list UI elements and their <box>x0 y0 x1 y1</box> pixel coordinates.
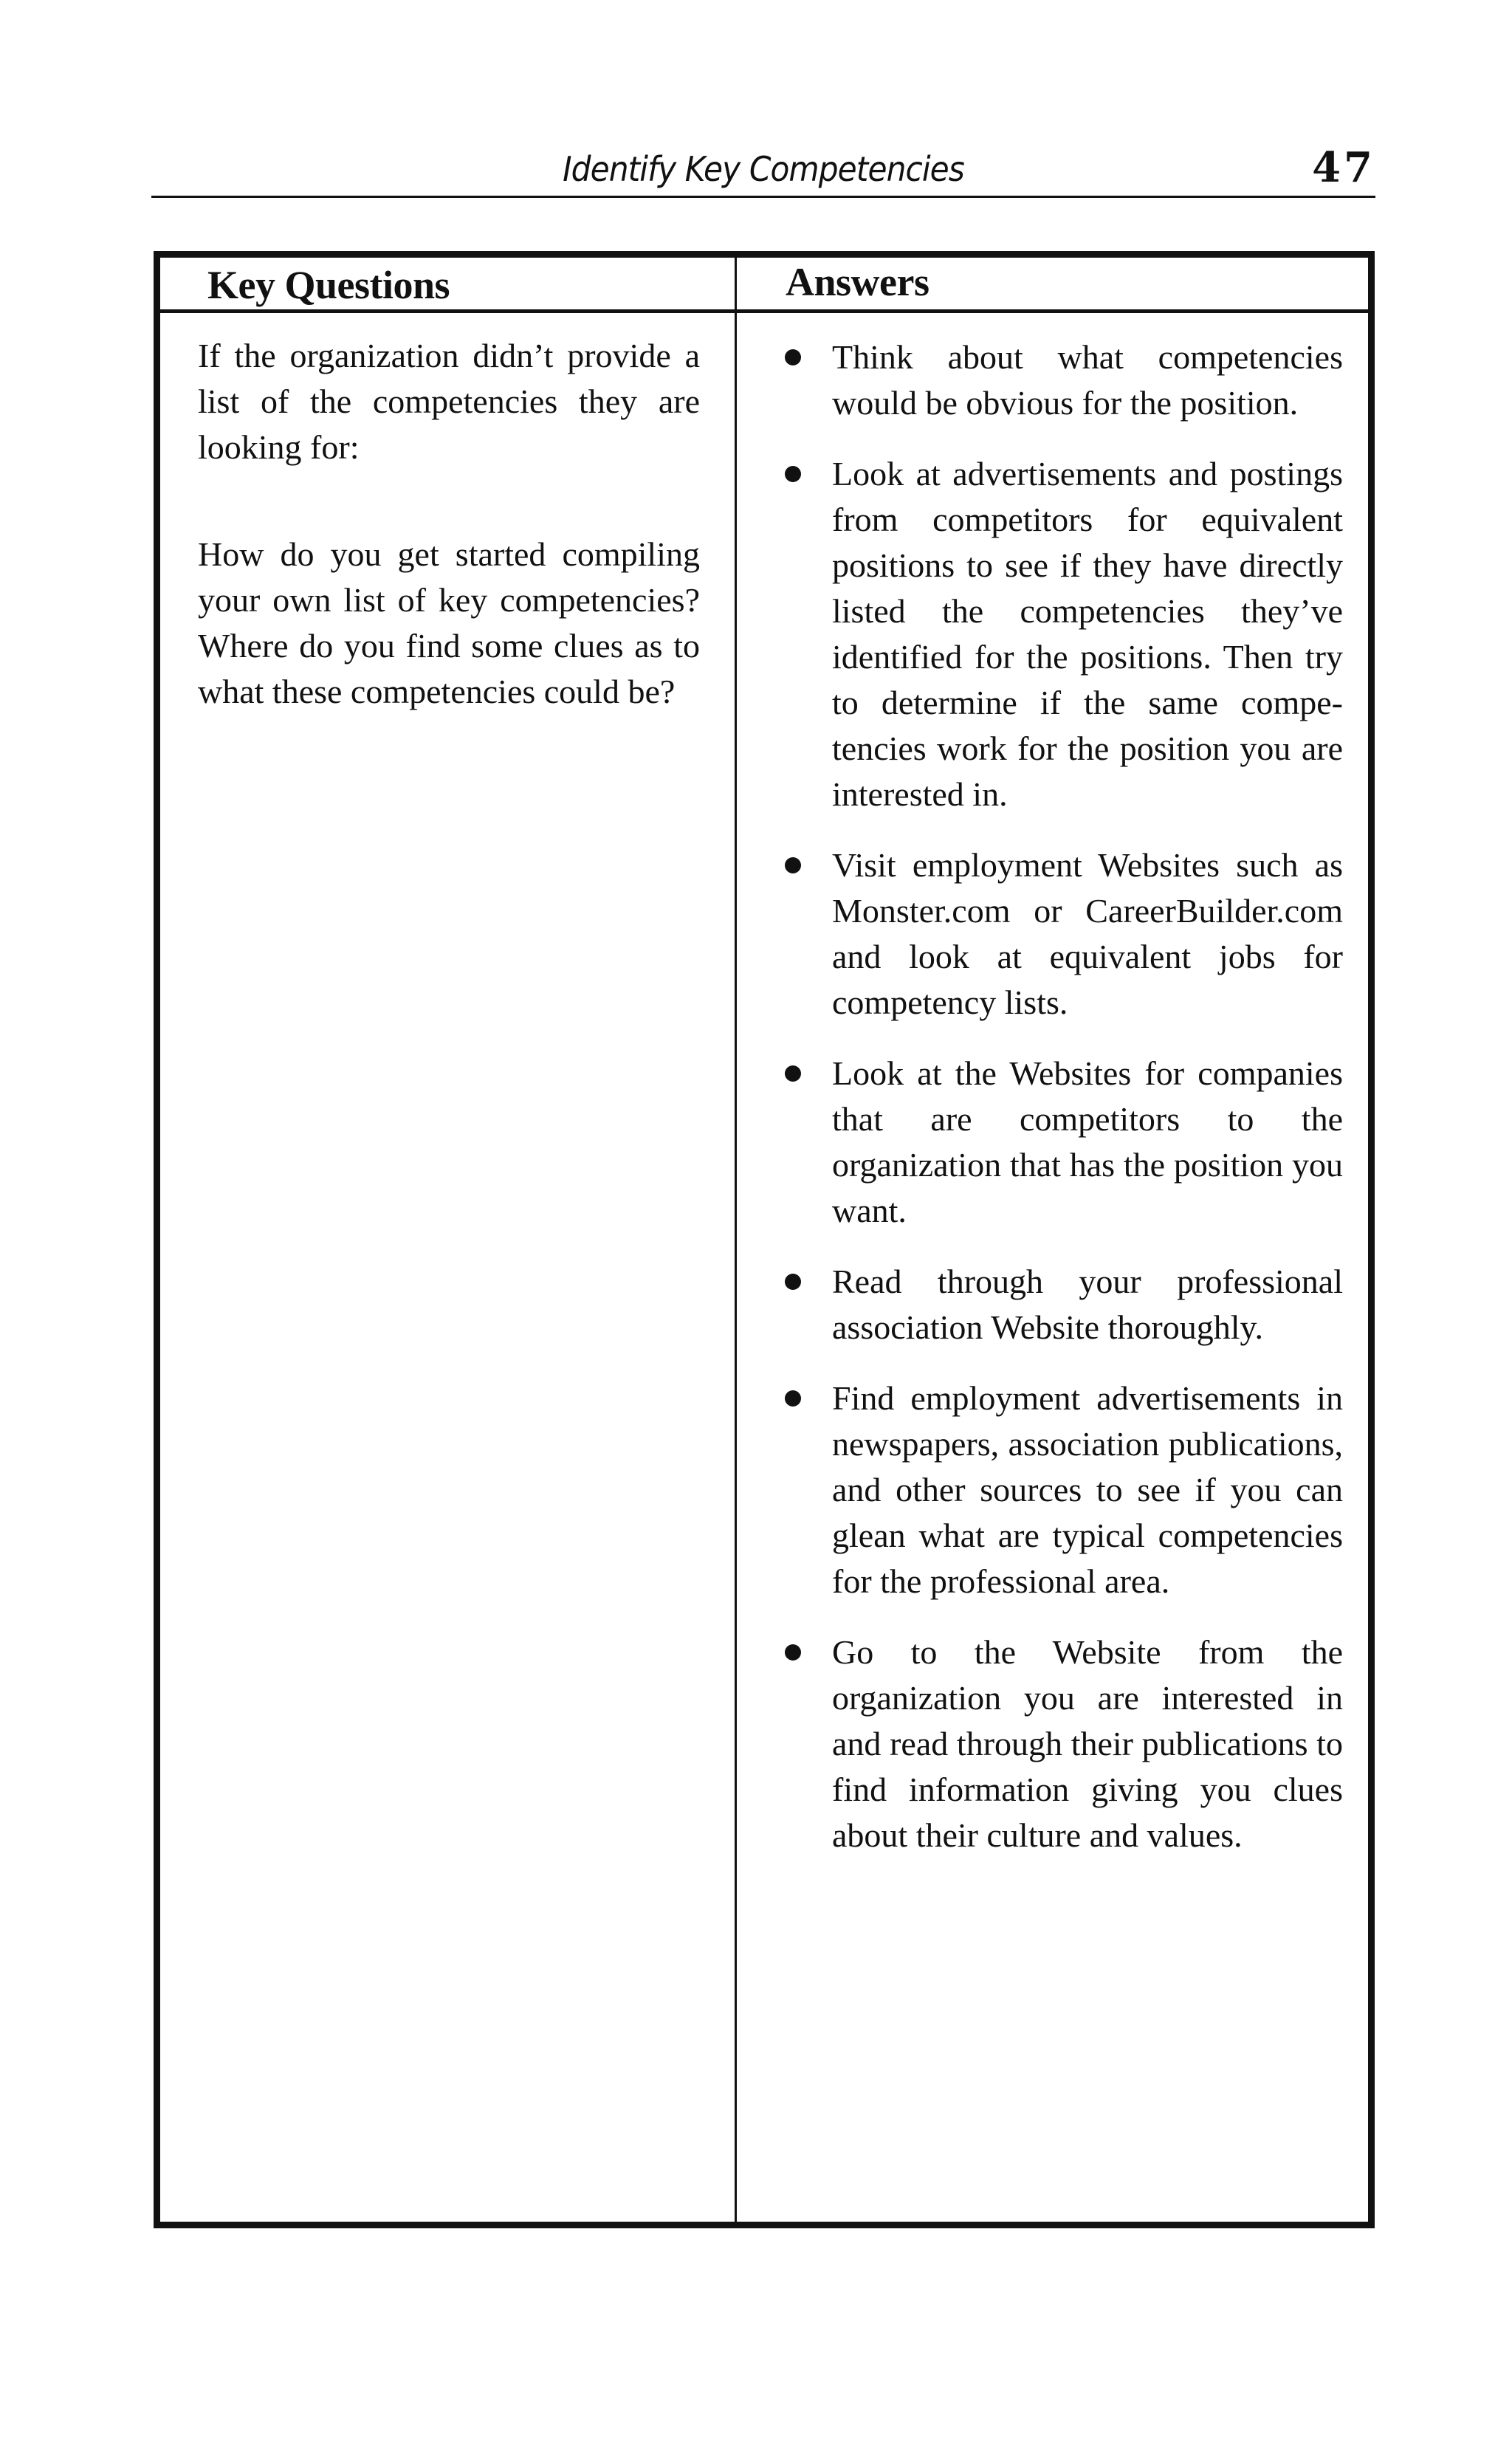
bullet-icon <box>785 349 801 365</box>
answer-text: Find employment advertisements in newspapers, association publications, and other sources to see if you can glean what are typical competencies for the professional area. <box>832 1379 1343 1600</box>
answers-list <box>758 334 1343 1884</box>
question-intro: If the organization didn’t provide a list of the competencies they are looking for: <box>198 337 700 466</box>
question-main: How do you get started compiling your own list of key competencies? Where do you find some clues as to what these competencies could be? <box>198 535 700 710</box>
answer-item <box>758 1630 1343 1858</box>
bullet-icon <box>785 857 801 873</box>
questions-column <box>198 333 700 776</box>
questions-answers-table <box>154 251 1375 2228</box>
bullet-icon <box>785 1274 801 1290</box>
column-divider <box>735 258 737 2222</box>
answer-text: Visit employment Websites such as Monster.com or CareerBuilder.com and look at equivalent jobs for competency lists. <box>832 846 1343 1021</box>
running-header <box>151 140 1375 198</box>
header-rule <box>160 309 1368 313</box>
key-questions-heading: Key Questions <box>207 263 450 307</box>
page-number: 47 <box>1312 143 1375 192</box>
answer-text: Look at advertisements and postings from competitors for equivalent positions to see if they have directly listed the competencies they’ve identified for the positions. Then try to determine if the same competencies work for the position you are interested in. <box>832 455 1343 813</box>
answer-item <box>758 1051 1343 1234</box>
running-title: Identify Key Competencies <box>563 149 964 189</box>
bullet-icon <box>785 1390 801 1407</box>
answer-item <box>758 334 1343 426</box>
answer-item <box>758 842 1343 1026</box>
answer-item <box>758 1259 1343 1350</box>
answer-item <box>758 451 1343 817</box>
bullet-icon <box>785 1644 801 1661</box>
answer-text: Go to the Website from the organization you are interested in and read through their publications to find information giving you clues about their culture and values. <box>832 1633 1343 1854</box>
answer-text: Think about what competencies would be obvious for the position. <box>832 338 1343 422</box>
answer-text: Read through your professional association Website thoroughly. <box>832 1263 1343 1346</box>
answer-item <box>758 1376 1343 1604</box>
bullet-icon <box>785 1065 801 1082</box>
answers-heading: Answers <box>786 260 929 304</box>
answer-text: Look at the Websites for companies that are competitors to the organization that has the position you want. <box>832 1054 1343 1229</box>
bullet-icon <box>785 466 801 482</box>
